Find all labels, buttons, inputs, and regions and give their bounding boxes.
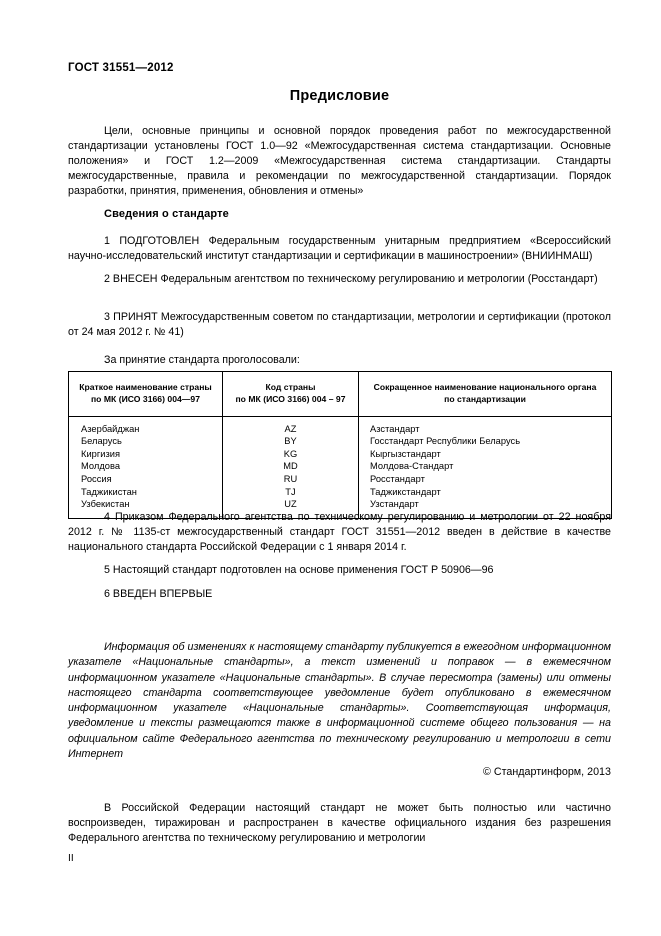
page-number: II (68, 853, 74, 864)
vote-code-list (223, 423, 358, 511)
list-item: Узстандарт (370, 499, 419, 510)
intro-paragraph: Цели, основные принципы и основной порядок проведения работ по межгосударственной стандартизации установлены ГОСТ 1.0—92 «Межгосударственная система стандартизации. Основные положения» и ГОСТ 1.2—2009 «Межгосударственная система стандартизации. Стандарты межгосударственные, правила и рекомендации по межгосударственной стандартизации. Порядок разработки, принятия, применения, обновления и отмены» (68, 125, 611, 198)
vote-column-body-line2: по стандартизации (444, 394, 526, 405)
vote-table-body (69, 416, 612, 518)
standard-info-heading: Сведения о стандарте (104, 208, 229, 220)
list-item: KG (283, 448, 298, 459)
list-item: Росстандарт (370, 474, 425, 484)
standard-info-item-4: 4 Приказом Федерального агентства по техническому регулированию и метрологии от 22 ноября 2012 г. № 1135-ст межгосударственный стандарт ГОСТ 31551—2012 введен в действие в качестве национального стандарта Российской Федерации с 1 января 2014 г. (68, 511, 611, 554)
vote-table-head (69, 372, 612, 417)
list-item: Молдова (81, 461, 121, 472)
vote-cell-countries (69, 416, 223, 518)
standard-info-item-6: 6 ВВЕДЕН ВПЕРВЫЕ (104, 588, 213, 600)
list-item: Узбекистан (81, 499, 130, 510)
vote-cell-codes (223, 416, 359, 518)
standard-info-item-5: 5 Настоящий стандарт подготовлен на основе применения ГОСТ Р 50906—96 (104, 564, 494, 576)
vote-column-body-line1: Сокращенное наименование национального органа (373, 382, 597, 392)
amendment-notice: Информация об изменениях к настоящему стандарту публикуется в ежегодном информационном указателе «Национальные стандарты», а текст изменений и поправок — в ежемесячном информационном указателе «Национальные стандарты». В случае пересмотра (замены) или отмены настоящего стандарта соответствующее уведомление будет опубликовано в ежемесячном информационном указателе «Национальные стандарты». Соответствующая информация, уведомление и тексты размещаются также в информационной системе общего пользования — на официальном сайте Федерального агентства по техническому регулированию и метрологии в сети Интернет (68, 641, 611, 761)
list-item: TJ (285, 486, 296, 497)
list-item: BY (284, 436, 297, 447)
standard-info-item-2: 2 ВНЕСЕН Федеральным агентством по техническому регулированию и метрологии (Росстандарт) (104, 273, 598, 285)
list-item: Киргизия (81, 448, 121, 459)
copyright-line: © Стандартинформ, 2013 (482, 766, 611, 778)
list-item: UZ (284, 499, 297, 510)
list-item: MD (283, 461, 298, 472)
standard-info-item-1: 1 ПОДГОТОВЛЕН Федеральным государственным унитарным предприятием «Всероссийский научно-исследовательский институт стандартизации и сертификации в машиностроении» (ВНИИНМАШ) (68, 235, 611, 263)
list-item: Таджикистан (81, 486, 137, 497)
list-item: Россия (81, 474, 112, 484)
reproduction-notice: В Российской Федерации настоящий стандарт не может быть полностью или частично воспроизведен, тиражирован и распространен в качестве официального издания без разрешения Федерального агентства по техническому регулированию и метрологии (68, 802, 611, 845)
list-item: AZ (284, 423, 297, 434)
list-item: Азстандарт (370, 423, 420, 434)
vote-country-list (69, 423, 222, 511)
vote-column-code-line2: по МК (ИСО 3166) 004 – 97 (235, 394, 346, 405)
vote-column-code-line1: Код страны (265, 382, 316, 392)
list-item: Кыргызстандарт (370, 448, 441, 459)
vote-column-code (223, 372, 359, 417)
running-head: ГОСТ 31551—2012 (68, 62, 174, 74)
list-item: Молдова-Стандарт (370, 461, 454, 472)
vote-table-header-row (69, 372, 612, 417)
vote-caption: За принятие стандарта проголосовали: (104, 354, 300, 366)
list-item: RU (283, 474, 298, 484)
list-item: Таджикстандарт (370, 486, 441, 497)
vote-cell-bodies (359, 416, 612, 518)
page-title: Предисловие (289, 88, 390, 104)
vote-column-country-line2: по МК (ИСО 3166) 004—97 (90, 394, 201, 405)
list-item: Госстандарт Республики Беларусь (370, 436, 521, 447)
standard-info-item-3: 3 ПРИНЯТ Межгосударственным советом по стандартизации, метрологии и сертификации (протокол от 24 мая 2012 г. № 41) (68, 311, 611, 339)
vote-body-list (359, 423, 611, 511)
vote-table (68, 371, 612, 519)
list-item: Беларусь (81, 436, 122, 447)
list-item: Азербайджан (81, 423, 140, 434)
vote-column-country-line1: Краткое наименование страны (79, 382, 212, 392)
vote-column-body (359, 372, 612, 417)
table-row (69, 416, 612, 518)
vote-column-country (69, 372, 223, 417)
